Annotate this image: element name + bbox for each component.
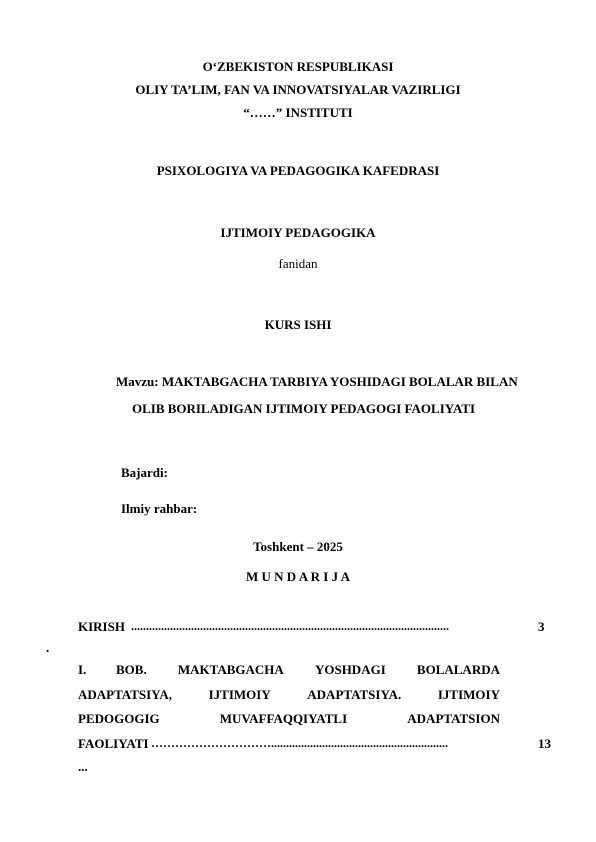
work-type-heading: KURS ISHI bbox=[264, 317, 332, 332]
topic-line-2: OLIB BORILADIGAN IJTIMOIY PEDAGOGI FAOLIYATI bbox=[132, 401, 476, 416]
toc-word: ADAPTATSIYA. bbox=[307, 687, 402, 702]
ministry-heading: OLIY TA’LIM, FAN VA INNOVATSIYALAR VAZIRLIGI bbox=[135, 82, 461, 97]
subject-suffix: fanidan bbox=[278, 256, 318, 271]
toc-word: IJTIMOIY bbox=[437, 687, 500, 702]
toc-chapter1-trailing: ... bbox=[78, 759, 88, 774]
toc-title: M U N D A R I J A bbox=[245, 569, 350, 584]
toc-intro-label: KIRISH bbox=[78, 619, 125, 634]
toc-word: BOB. bbox=[116, 662, 147, 677]
toc-word: IJTIMOIY bbox=[208, 687, 271, 702]
city-year: Toshkent – 2025 bbox=[253, 539, 343, 554]
toc-intro-leader: .......................................................................................................... bbox=[131, 619, 449, 633]
subject-name: IJTIMOIY PEDAGOGIKA bbox=[220, 225, 376, 240]
toc-chapter1-line-3 bbox=[78, 711, 500, 727]
toc-word: ADAPTATSION bbox=[407, 711, 500, 726]
stray-mark: . bbox=[46, 640, 50, 655]
performed-label: Bajardi: bbox=[121, 465, 168, 480]
toc-word: ADAPTATSIYA, bbox=[78, 687, 173, 702]
toc-chapter1-line-4-label: FAOLIYATI bbox=[78, 736, 149, 751]
toc-chapter1-page: 13 bbox=[538, 736, 551, 751]
department-heading: PSIXOLOGIYA VA PEDAGOGIKA KAFEDRASI bbox=[156, 163, 440, 178]
toc-word: BOLALARDA bbox=[416, 662, 500, 677]
toc-word: MAKTABGACHA bbox=[177, 662, 284, 677]
toc-word: MUVAFFAQQIYATLI bbox=[219, 711, 348, 726]
toc-word: PEDOGOGIG bbox=[78, 711, 160, 726]
toc-word: YOSHDAGI bbox=[314, 662, 386, 677]
supervisor-label: Ilmiy rahbar: bbox=[121, 501, 198, 516]
toc-chapter1-line-1 bbox=[116, 662, 500, 678]
institute-heading: “……” INSTITUTI bbox=[243, 105, 353, 120]
topic-line-1: Mavzu: MAKTABGACHA TARBIYA YOSHIDAGI BOLALAR BILAN bbox=[116, 374, 518, 389]
toc-chapter1-leader: …………………………........................................................... bbox=[151, 736, 448, 750]
toc-chapter1-number: I. bbox=[78, 662, 87, 677]
toc-intro-page: 3 bbox=[538, 619, 545, 634]
toc-chapter1-line-2 bbox=[78, 687, 500, 703]
country-heading: O‘ZBEKISTON RESPUBLIKASI bbox=[202, 59, 394, 74]
